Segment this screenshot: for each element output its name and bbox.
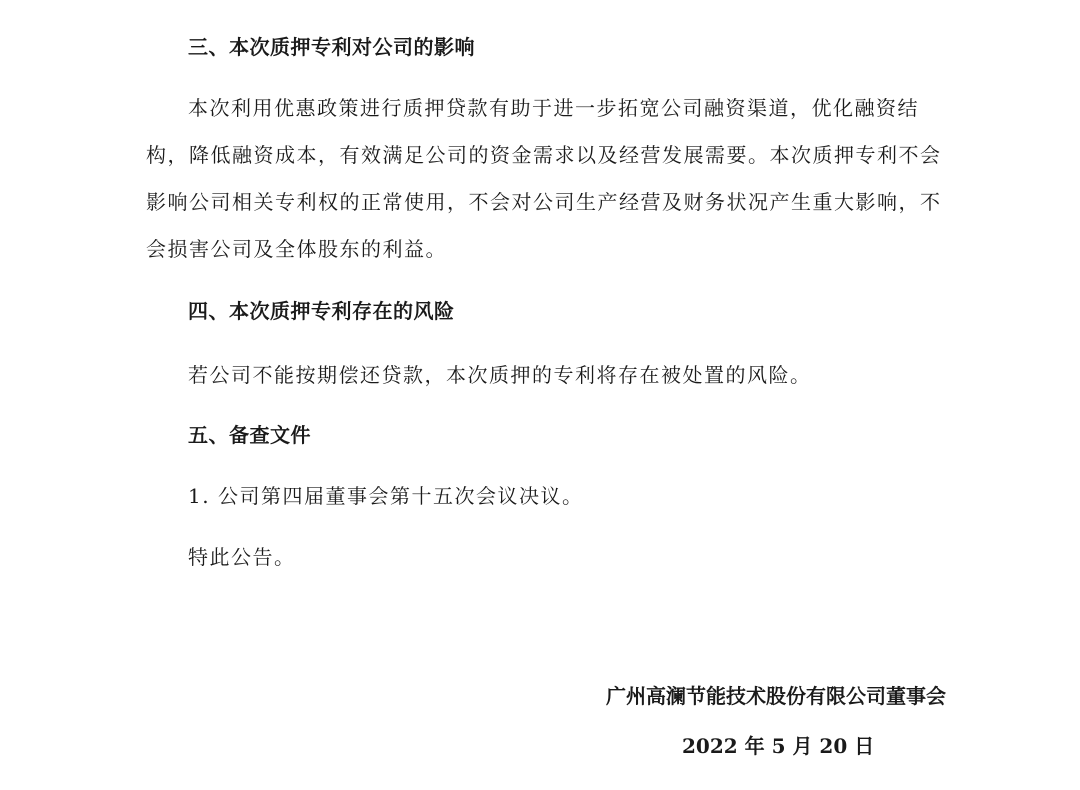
section-heading-4: 四、本次质押专利存在的风险 bbox=[188, 299, 455, 323]
paragraph-line: 影响公司相关专利权的正常使用，不会对公司生产经营及财务状况产生重大影响，不 bbox=[146, 190, 942, 214]
signature-date: 2022 年 5 月 20 日 bbox=[682, 734, 875, 758]
closing-text: 特此公告。 bbox=[188, 545, 296, 569]
document-list-item: 1. 公司第四届董事会第十五次会议决议。 bbox=[188, 484, 584, 508]
section-heading-5: 五、备查文件 bbox=[188, 423, 311, 447]
paragraph-line: 本次利用优惠政策进行质押贷款有助于进一步拓宽公司融资渠道，优化融资结 bbox=[188, 96, 919, 120]
paragraph-line: 会损害公司及全体股东的利益。 bbox=[146, 237, 447, 261]
section-heading-3: 三、本次质押专利对公司的影响 bbox=[188, 35, 475, 59]
paragraph-line: 构，降低融资成本，有效满足公司的资金需求以及经营发展需要。本次质押专利不会 bbox=[146, 143, 942, 167]
paragraph-line: 若公司不能按期偿还贷款，本次质押的专利将存在被处置的风险。 bbox=[188, 363, 812, 387]
signature-company: 广州高澜节能技术股份有限公司董事会 bbox=[606, 684, 946, 708]
